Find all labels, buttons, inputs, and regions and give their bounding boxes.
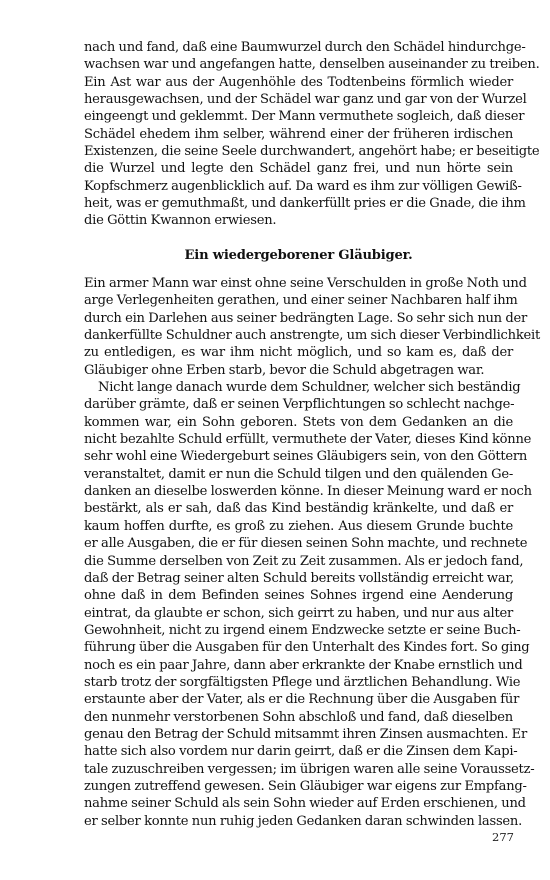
text-line: nicht bezahlte Schuld erfüllt, vermuthete der Vater, dieses Kind könne xyxy=(84,432,532,448)
text-line: zungen zutreffend gewesen. Sein Gläubiger war eigens zur Empfang- xyxy=(84,778,527,794)
text-line: kaum hoffen durfte, es groß zu ziehen. Aus diesem Grunde buchte xyxy=(84,518,513,534)
text-line: daß der Betrag seiner alten Schuld bereits vollständig erreicht war, xyxy=(84,570,514,586)
text-line: Gläubiger ohne Erben starb, bevor die Schuld abgetragen war. xyxy=(84,362,485,378)
continued-story-text xyxy=(84,39,540,230)
text-line: kommen war, ein Sohn geboren. Stets von dem Gedanken an die xyxy=(84,414,513,430)
text-line: darüber grämte, daß er seinen Verpflichtungen so schlecht nachge- xyxy=(84,397,515,413)
text-line: die Wurzel und legte den Schädel ganz frei, und nun hörte sein xyxy=(84,161,513,177)
text-line: Schädel ehedem ihm selber, während einer der früheren irdischen xyxy=(84,126,513,142)
text-line: erstaunte aber der Vater, als er die Rechnung über die Ausgaben für xyxy=(84,692,520,708)
text-line: er selber konnte nun ruhig jeden Gedanken daran schwinden lassen. xyxy=(84,813,523,829)
text-line: hatte sich also vordem nur darin geirrt, daß er die Zinsen dem Kapi- xyxy=(84,744,518,760)
story-heading: Ein wiedergeborener Gläubiger. xyxy=(184,248,413,263)
text-line: durch ein Darlehen aus seiner bedrängten Lage. So sehr sich nun der xyxy=(84,310,528,326)
text-line: Ein Ast war aus der Augenhöhle des Todtenbeins förmlich wieder xyxy=(84,74,513,90)
text-line: ohne daß in dem Befinden seines Sohnes irgend eine Aenderung xyxy=(84,588,513,604)
text-line: tale zuzuschreiben vergessen; im übrigen waren alle seine Voraussetz- xyxy=(84,761,535,777)
text-line: führung über die Ausgaben für den Unterhalt des Kindes fort. So ging xyxy=(84,640,530,656)
story-text xyxy=(84,275,540,830)
text-line: Existenzen, die seine Seele durchwandert, angehört habe; er beseitigte xyxy=(84,144,540,160)
text-line: nahme seiner Schuld als sein Sohn wieder auf Erden erschienen, und xyxy=(84,796,526,812)
text-line: herausgewachsen, und der Schädel war ganz und gar von der Wurzel xyxy=(84,92,527,108)
text-line: arge Verlegenheiten gerathen, und einer seiner Nachbaren half ihm xyxy=(84,293,518,309)
text-line: wachsen war und angefangen hatte, denselben auseinander zu treiben. xyxy=(84,57,540,73)
text-line: dankerfüllte Schuldner auch anstrengte, um sich dieser Verbindlichkeit xyxy=(84,328,540,344)
page-number: 277 xyxy=(492,830,514,844)
text-line: sehr wohl eine Wiedergeburt seines Gläubigers sein, von den Göttern xyxy=(84,449,528,465)
text-line: Ein armer Mann war einst ohne seine Verschulden in große Noth und xyxy=(84,276,527,291)
text-line: nach und fand, daß eine Baumwurzel durch den Schädel hindurchge- xyxy=(84,40,526,55)
text-line: Gewohnheit, nicht zu irgend einem Endzwecke setzte er seine Buch- xyxy=(84,622,521,638)
text-line: veranstaltet, damit er nun die Schuld tilgen und den quälenden Ge- xyxy=(84,466,513,482)
text-line: eingeengt und geklemmt. Der Mann vermuthete sogleich, daß dieser xyxy=(84,109,525,125)
text-line: die Göttin Kwannon erwiesen. xyxy=(84,213,277,229)
text-line: eintrat, da glaubte er schon, sich geirrt zu haben, und nur aus alter xyxy=(84,605,513,621)
text-line: zu entledigen, es war ihm nicht möglich, und so kam es, daß der xyxy=(84,345,513,361)
text-line: bestärkt, als er sah, daß das Kind beständig kränkelte, und daß er xyxy=(84,501,513,517)
text-line: die Summe derselben von Zeit zu Zeit zusammen. Als er jedoch fand, xyxy=(84,553,524,569)
text-line: danken an dieselbe loswerden könne. In dieser Meinung ward er noch xyxy=(84,484,532,500)
text-line: Kopfschmerz augenblicklich auf. Da ward es ihm zur völligen Gewiß- xyxy=(84,178,522,194)
text-line: noch es ein paar Jahre, dann aber erkrankte der Knabe ernstlich und xyxy=(84,657,523,673)
text-line: heit, was er gemuthmaßt, und dankerfüllt pries er die Gnade, die ihm xyxy=(84,196,526,212)
text-line: starb trotz der sorgfältigsten Pflege und ärztlichen Behandlung. Wie xyxy=(84,674,521,690)
text-line: genau den Betrag der Schuld mitsammt ihren Zinsen ausmachten. Er xyxy=(84,726,527,742)
text-line: Nicht lange danach wurde dem Schuldner, welcher sich beständig xyxy=(98,380,521,396)
text-line: den nunmehr verstorbenen Sohn abschloß und fand, daß dieselben xyxy=(84,709,513,725)
text-line: er alle Ausgaben, die er für diesen seinen Sohn machte, und rechnete xyxy=(84,536,528,552)
